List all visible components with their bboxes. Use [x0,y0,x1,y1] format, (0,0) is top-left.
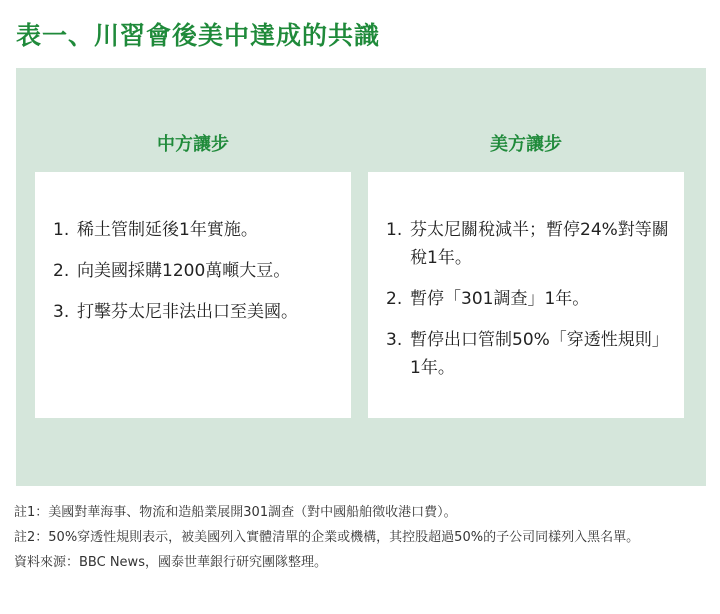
list-item [386,285,674,313]
list-item [386,216,674,272]
footnote-label: 註1： [14,505,49,520]
us-concessions-card [368,172,684,418]
list-item [53,298,341,326]
footnote-text: 50%穿透性規則表示，被美國列入實體清單的企業或機構，其控股超過50%的子公司同樣列入黑名單。 [48,530,640,545]
source-note [14,550,712,575]
footnote-text: 美國對華海事、物流和造船業展開301調查（對中國船舶徵收港口費）。 [48,505,457,520]
item-text: 芬太尼關稅減半；暫停24%對等關稅1年。 [410,220,669,268]
list-item [53,257,341,285]
source-text: BBC News，國泰世華銀行研究團隊整理。 [79,555,327,570]
item-number: 3. [386,330,403,350]
item-number: 3. [53,302,70,322]
item-number: 2. [386,289,403,309]
item-text: 暫停「301調查」1年。 [410,289,590,309]
item-number: 1. [53,220,70,240]
item-text: 暫停出口管制50%「穿透性規則」1年。 [410,330,669,378]
list-item [386,326,674,382]
source-label: 資料來源： [14,555,80,570]
us-concessions-heading: 美方讓步 [490,134,562,155]
comparison-panel [16,68,706,486]
china-concessions-list [53,216,341,339]
us-concessions-list [386,216,674,395]
china-concessions-heading: 中方讓步 [157,134,229,155]
footnote-2 [14,525,712,550]
footnotes [14,500,712,575]
item-number: 2. [53,261,70,281]
table-title: 表一、川習會後美中達成的共識 [16,21,381,50]
china-concessions-card [35,172,351,418]
item-text: 向美國採購1200萬噸大豆。 [77,261,291,281]
item-number: 1. [386,220,403,240]
item-text: 稀土管制延後1年實施。 [77,220,258,240]
footnote-1 [14,500,712,525]
item-text: 打擊芬太尼非法出口至美國。 [77,302,298,322]
list-item [53,216,341,244]
footnote-label: 註2： [14,530,49,545]
